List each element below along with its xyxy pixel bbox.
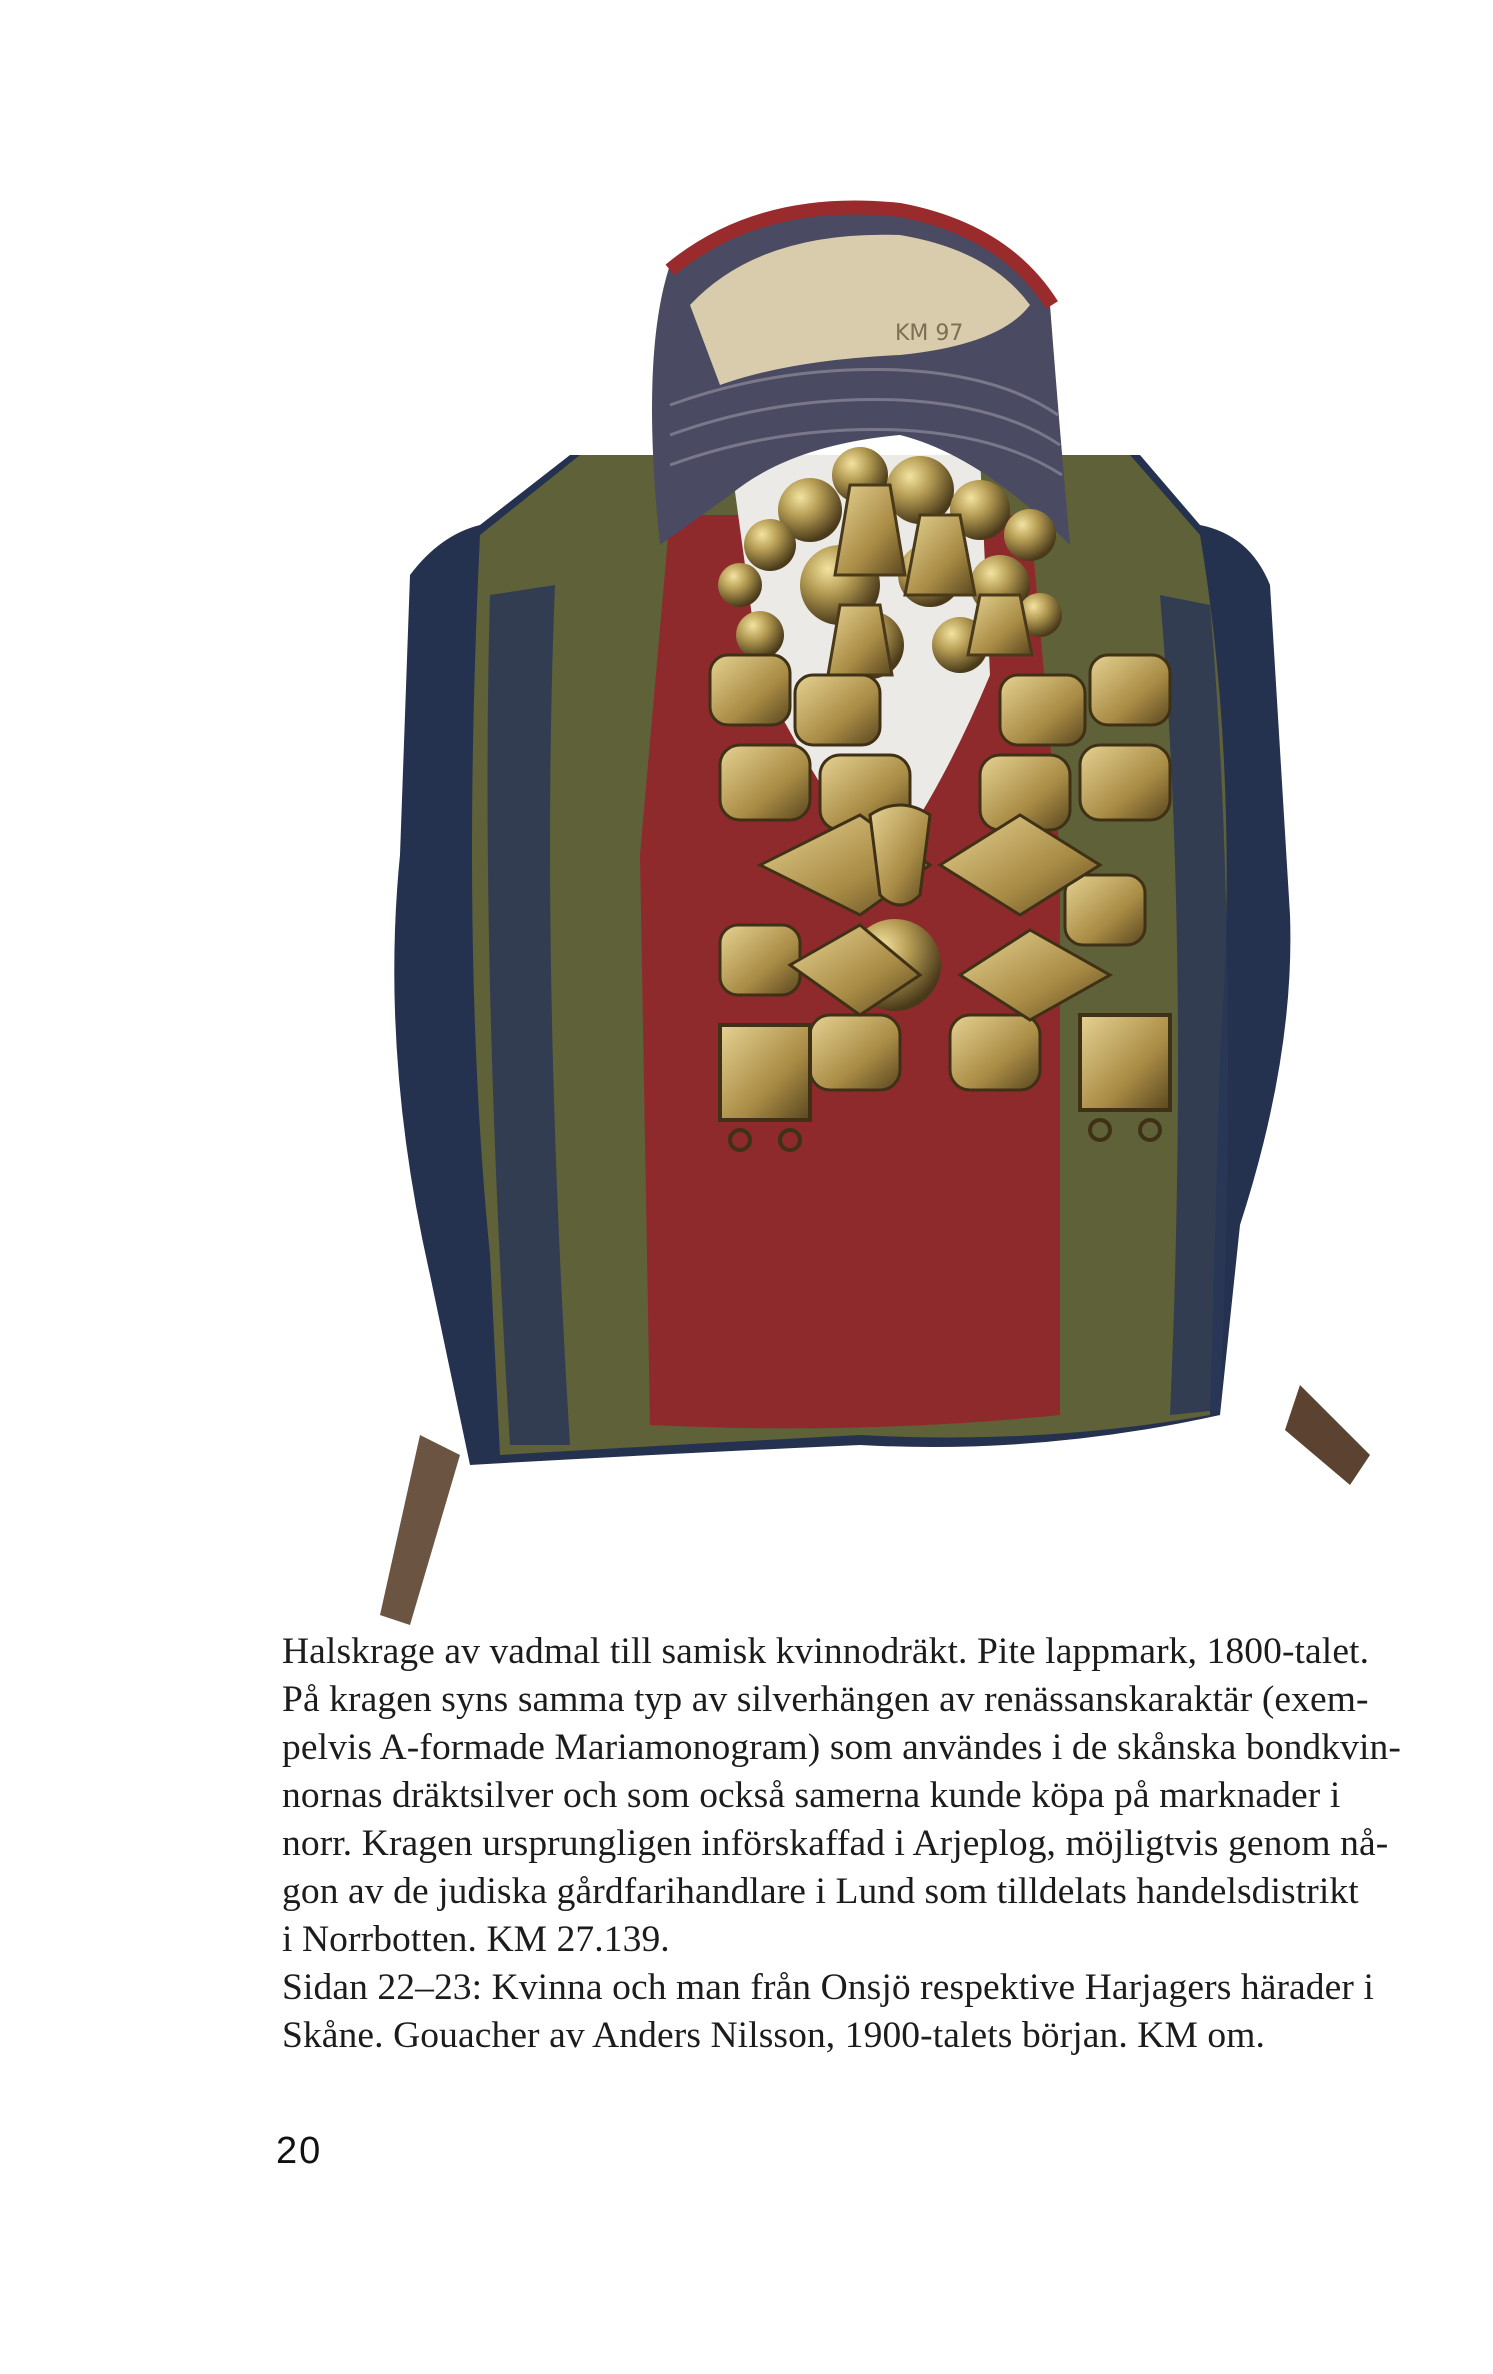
- caption-line: Skåne. Gouacher av Anders Nilsson, 1900-talets början. KM om.: [282, 2015, 1266, 2056]
- right-strap: [1285, 1385, 1370, 1485]
- left-strap: [380, 1435, 460, 1625]
- caption-line: gon av de judiska gårdfarihandlare i Lund som tilldelats handelsdistrikt: [282, 1871, 1359, 1912]
- figure-caption: [282, 1628, 1401, 2060]
- caption-line: pelvis A-formade Mariamonogram) som användes i de skånska bondkvin-: [282, 1727, 1401, 1768]
- caption-line: På kragen syns samma typ av silverhängen av renässanskaraktär (exem-: [282, 1679, 1369, 1720]
- caption-line: Sidan 22–23: Kvinna och man från Onsjö respektive Harjagers härader i: [282, 1967, 1374, 2008]
- caption-line: norr. Kragen ursprungligen införskaffad i Arjeplog, möjligtvis genom nå-: [282, 1823, 1389, 1864]
- collar-mark: KM 97: [895, 321, 964, 346]
- caption-line: Halskrage av vadmal till samisk kvinnodräkt. Pite lappmark, 1800-talet.: [282, 1631, 1370, 1672]
- caption-line: i Norrbotten. KM 27.139.: [282, 1919, 670, 1960]
- caption-line: nornas dräktsilver och som också samerna kunde köpa på marknader i: [282, 1775, 1341, 1816]
- collar-photo: [340, 155, 1380, 1635]
- page-number: 20: [276, 2130, 323, 2172]
